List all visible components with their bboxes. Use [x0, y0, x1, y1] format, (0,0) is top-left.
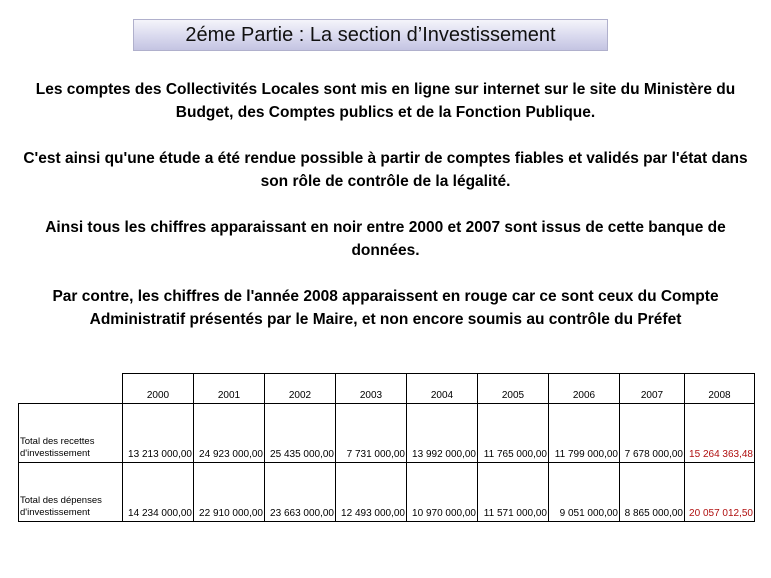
table-cell: 11 799 000,00: [549, 404, 620, 463]
paragraph-red-figures: Par contre, les chiffres de l'année 2008 apparaissent en rouge car ce sont ceux du Compte Administratif présentés par le Maire, et non encore soumis au contrôle du Préfet: [52, 288, 719, 328]
row-label: Total des dépenses d'investissement: [19, 463, 123, 522]
table-cell: 7 678 000,00: [620, 404, 685, 463]
year-header: 2004: [407, 374, 478, 404]
table-cell: 13 992 000,00: [407, 404, 478, 463]
year-header: 2002: [265, 374, 336, 404]
year-header: 2000: [123, 374, 194, 404]
table-cell: 8 865 000,00: [620, 463, 685, 522]
slide-title-text: 2éme Partie : La section d’Investissement: [185, 23, 556, 46]
year-header: 2006: [549, 374, 620, 404]
table-cell: 9 051 000,00: [549, 463, 620, 522]
year-header: 2007: [620, 374, 685, 404]
paragraph-source: Les comptes des Collectivités Locales sont mis en ligne sur internet sur le site du Ministère du Budget, des Comptes publics et de la Fonction Publique.: [35, 81, 736, 121]
table-cell: 7 731 000,00: [336, 404, 407, 463]
table-cell: 25 435 000,00: [265, 404, 336, 463]
table-row-depenses: [19, 463, 755, 522]
table-cell-2008: 15 264 363,48: [685, 404, 755, 463]
investment-table: [18, 373, 755, 522]
table-cell: 11 765 000,00: [478, 404, 549, 463]
table-cell: 14 234 000,00: [123, 463, 194, 522]
year-header: 2003: [336, 374, 407, 404]
row-label: Total des recettes d'investissement: [19, 404, 123, 463]
paragraph-black-figures: Ainsi tous les chiffres apparaissant en noir entre 2000 et 2007 sont issus de cette banque de données.: [45, 219, 726, 259]
table-cell: 22 910 000,00: [194, 463, 265, 522]
year-header: 2008: [685, 374, 755, 404]
table-cell: 24 923 000,00: [194, 404, 265, 463]
paragraph-reliability: C'est ainsi qu'une étude a été rendue possible à partir de comptes fiables et validés par l'état dans son rôle de contrôle de la légalité.: [23, 150, 748, 190]
table-header-row: [19, 374, 755, 404]
table-corner-cell: [19, 374, 123, 404]
slide-title: [133, 19, 608, 51]
body-text: [10, 78, 761, 354]
table-cell-2008: 20 057 012,50: [685, 463, 755, 522]
table-cell: 23 663 000,00: [265, 463, 336, 522]
table-cell: 13 213 000,00: [123, 404, 194, 463]
table-cell: 12 493 000,00: [336, 463, 407, 522]
year-header: 2005: [478, 374, 549, 404]
table-cell: 11 571 000,00: [478, 463, 549, 522]
year-header: 2001: [194, 374, 265, 404]
table-row-recettes: [19, 404, 755, 463]
table-cell: 10 970 000,00: [407, 463, 478, 522]
